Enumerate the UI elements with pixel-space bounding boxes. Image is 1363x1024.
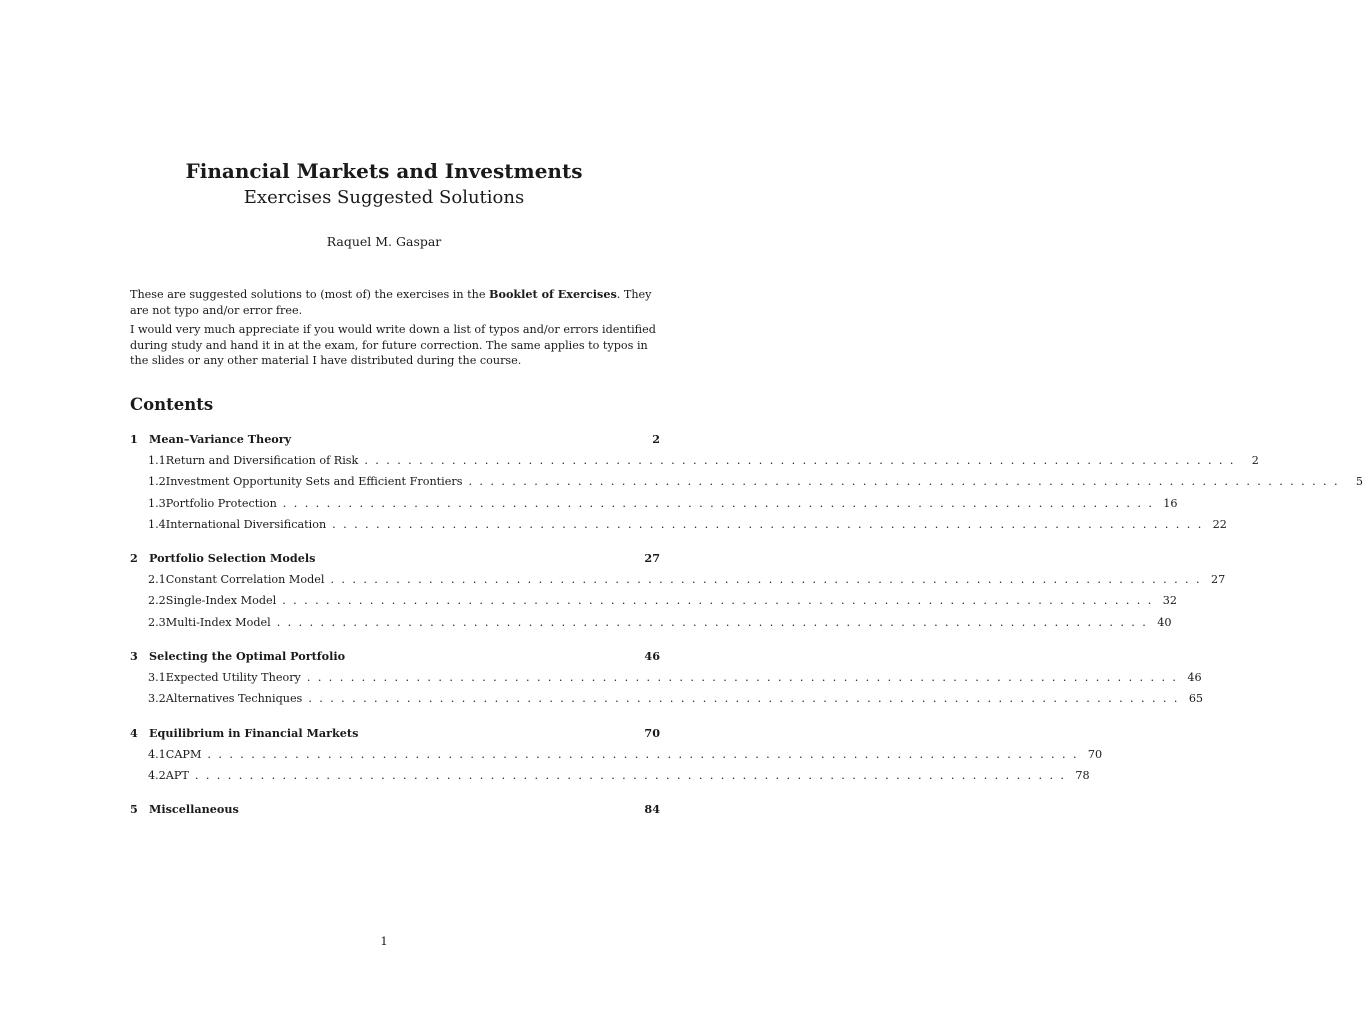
toc-section-entry[interactable] bbox=[130, 800, 660, 818]
toc-subsection-entry[interactable] bbox=[130, 516, 1227, 534]
toc-dot-leader: ................................................................................ bbox=[308, 692, 1185, 706]
toc-subsection-title: Multi-Index Model bbox=[165, 615, 271, 629]
toc-subsection-title: Portfolio Protection bbox=[165, 496, 277, 510]
toc-subsection-title: Alternatives Techniques bbox=[165, 692, 303, 706]
document-author: Raquel M. Gaspar bbox=[326, 234, 442, 249]
toc-section-page: 84 bbox=[644, 802, 660, 816]
toc-subsection-number: 1.3 bbox=[148, 496, 166, 510]
toc-subsection-number: 2.1 bbox=[148, 573, 166, 586]
toc-section-title: Mean–Variance Theory bbox=[149, 432, 292, 446]
toc-subsection-title: Constant Correlation Model bbox=[165, 573, 325, 586]
toc-section-number: 5 bbox=[130, 802, 138, 816]
toc-dot-leader: ................................................................................ bbox=[282, 594, 1159, 608]
toc-subsection-entry[interactable] bbox=[130, 614, 1172, 632]
intro-text bbox=[130, 287, 660, 373]
page-number: 1 bbox=[380, 934, 388, 948]
toc-section-title: Miscellaneous bbox=[149, 802, 239, 816]
toc-section-number: 2 bbox=[130, 551, 138, 565]
toc-subsection-number: 1.4 bbox=[148, 517, 166, 531]
toc-subsection-number: 2.2 bbox=[148, 594, 166, 608]
toc-subsection-number: 4.1 bbox=[148, 748, 166, 761]
toc-subsection-entry[interactable] bbox=[130, 746, 1103, 764]
toc-dot-leader: ................................................................................ bbox=[207, 748, 1084, 761]
toc-section-entry[interactable] bbox=[130, 724, 660, 742]
toc-subsection-title: Expected Utility Theory bbox=[165, 671, 301, 684]
toc-section-page: 2 bbox=[652, 432, 660, 446]
toc-subsection-page: 16 bbox=[1163, 496, 1178, 510]
toc-dot-leader: ................................................................................ bbox=[194, 769, 1072, 783]
toc-dot-leader: ................................................................................ bbox=[332, 517, 1209, 531]
toc-section-title: Portfolio Selection Models bbox=[149, 551, 316, 565]
toc-subsection-title: Investment Opportunity Sets and Efficient Frontiers bbox=[165, 475, 463, 489]
toc-dot-leader: ................................................................................ bbox=[468, 475, 1345, 489]
toc-section-entry[interactable] bbox=[130, 549, 660, 567]
toc-subsection-page: 78 bbox=[1075, 769, 1090, 783]
toc-section-page: 27 bbox=[644, 551, 660, 565]
toc-subsection-page: 27 bbox=[1210, 573, 1226, 586]
toc-dot-leader: ................................................................................ bbox=[330, 573, 1207, 586]
intro-p1-text: These are suggested solutions to (most of) the exercises in the bbox=[130, 288, 490, 301]
toc-subsection-title: Return and Diversification of Risk bbox=[165, 454, 359, 467]
toc-section-entry[interactable] bbox=[130, 647, 660, 665]
toc-subsection-number: 3.1 bbox=[148, 671, 166, 684]
toc-subsection-title: Single-Index Model bbox=[165, 594, 277, 608]
booklet-reference: Booklet of Exercises bbox=[489, 287, 617, 301]
toc-section-number: 4 bbox=[130, 726, 138, 740]
toc-section-page: 46 bbox=[644, 649, 660, 663]
toc-dot-leader: ................................................................................ bbox=[306, 671, 1184, 684]
toc-subsection-page: 40 bbox=[1157, 615, 1172, 629]
toc-subsection-entry[interactable] bbox=[130, 473, 1363, 491]
toc-subsection-title: APT bbox=[165, 769, 189, 783]
toc-subsection-title: CAPM bbox=[165, 748, 202, 761]
contents-heading: Contents bbox=[130, 395, 214, 414]
toc-subsection-page: 46 bbox=[1187, 671, 1202, 684]
intro-paragraph-2: I would very much appreciate if you would write down a list of typos and/or errors identified during study and hand it in at the exam, for future correction. The same applies to typos in the slides or any other material I have distributed during the course. bbox=[130, 323, 656, 367]
toc-subsection-entry[interactable] bbox=[130, 767, 1090, 785]
toc-subsection-number: 4.2 bbox=[148, 769, 166, 783]
toc-section-title: Selecting the Optimal Portfolio bbox=[149, 649, 346, 663]
toc-subsection-entry[interactable] bbox=[130, 452, 1259, 470]
toc-section-entry[interactable] bbox=[130, 430, 660, 448]
toc-section-page: 70 bbox=[644, 726, 660, 740]
intro-paragraph-1 bbox=[130, 287, 660, 318]
toc-subsection-entry[interactable] bbox=[130, 495, 1178, 513]
toc-subsection-entry[interactable] bbox=[130, 571, 1226, 589]
document-subtitle: Exercises Suggested Solutions bbox=[243, 187, 525, 208]
document-title: Financial Markets and Investments bbox=[185, 159, 583, 183]
toc-subsection-entry[interactable] bbox=[130, 690, 1204, 708]
toc-subsection-title: International Diversification bbox=[165, 517, 327, 531]
toc-subsection-page: 65 bbox=[1188, 692, 1204, 706]
toc-subsection-page: 22 bbox=[1212, 517, 1227, 531]
toc-subsection-page: 2 bbox=[1251, 454, 1259, 467]
toc-subsection-number: 3.2 bbox=[148, 692, 166, 706]
toc-section-title: Equilibrium in Financial Markets bbox=[149, 726, 359, 740]
toc-subsection-entry[interactable] bbox=[130, 592, 1177, 610]
toc-subsection-page: 5 bbox=[1355, 475, 1363, 489]
toc-subsection-number: 2.3 bbox=[148, 615, 166, 629]
intro-p1-tail: . They are not typo and/or error free. bbox=[130, 288, 652, 317]
toc-dot-leader: ................................................................................ bbox=[276, 615, 1154, 629]
toc-dot-leader: ................................................................................ bbox=[282, 496, 1160, 510]
toc-subsection-entry[interactable] bbox=[130, 669, 1202, 687]
toc-subsection-number: 1.2 bbox=[148, 475, 166, 489]
toc-section-number: 1 bbox=[130, 432, 138, 446]
toc-dot-leader: ................................................................................ bbox=[364, 454, 1241, 467]
toc-subsection-page: 32 bbox=[1162, 594, 1177, 608]
toc-subsection-page: 70 bbox=[1087, 748, 1103, 761]
toc-subsection-number: 1.1 bbox=[148, 454, 166, 467]
toc-section-number: 3 bbox=[130, 649, 138, 663]
